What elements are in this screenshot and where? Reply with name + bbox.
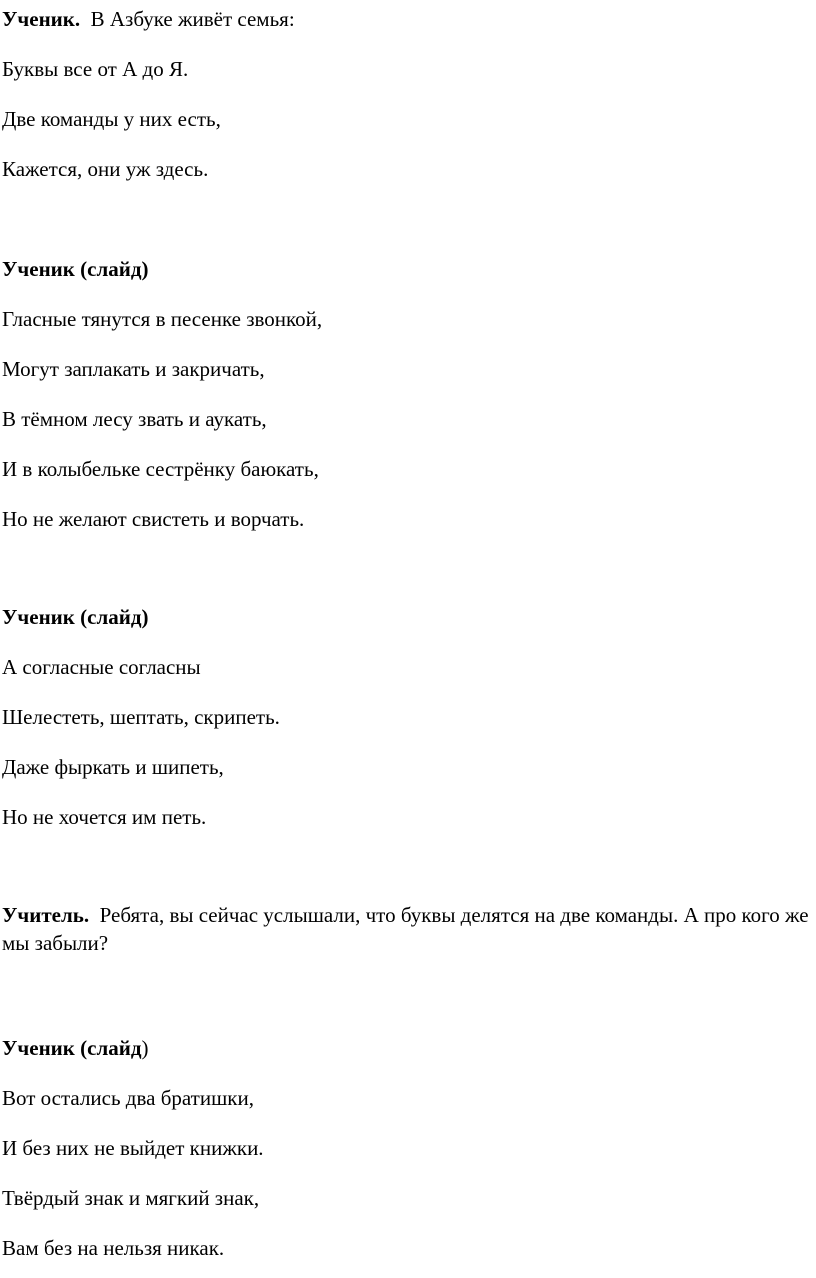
verse-line: Шелестеть, шептать, скрипеть. (2, 705, 280, 729)
verse-line: Даже фыркать и шипеть, (2, 755, 224, 779)
speaker-label: Учитель. (2, 903, 90, 927)
verse-line: Вот остались два братишки, (2, 1086, 254, 1110)
speaker-label: Ученик. (2, 7, 81, 31)
verse-line: Но не желают свистеть и ворчать. (2, 507, 305, 531)
speaker-heading-text: Ученик (слайд (2, 1036, 142, 1060)
verse-line: Могут заплакать и закричать, (2, 357, 265, 381)
verse-line: Кажется, они уж здесь. (2, 157, 209, 181)
teacher-text: Ребята, вы сейчас услышали, что буквы делятся на две команды. А про кого же мы забыли? (2, 903, 809, 955)
teacher-paragraph (2, 901, 814, 957)
verse-line: А согласные согласны (2, 655, 201, 679)
stanza-1-first-line (2, 6, 295, 32)
speaker-heading: Ученик (слайд) (2, 257, 149, 281)
speaker-heading-tail: ) (141, 1036, 149, 1060)
speaker-heading (2, 1035, 148, 1061)
verse-line: В тёмном лесу звать и аукать, (2, 407, 267, 431)
verse-line: И без них не выйдет книжки. (2, 1136, 264, 1160)
verse-line: Но не хочется им петь. (2, 805, 207, 829)
verse-line: Твёрдый знак и мягкий знак, (2, 1186, 260, 1210)
speaker-heading: Ученик (слайд) (2, 605, 149, 629)
verse-line: Вам без на нельзя никак. (2, 1236, 225, 1260)
verse-line: Буквы все от А до Я. (2, 57, 189, 81)
verse-line: Две команды у них есть, (2, 107, 221, 131)
verse-line: Гласные тянутся в песенке звонкой, (2, 307, 323, 331)
verse-line: И в колыбельке сестрёнку баюкать, (2, 457, 319, 481)
verse-line: В Азбуке живёт семья: (90, 7, 295, 31)
